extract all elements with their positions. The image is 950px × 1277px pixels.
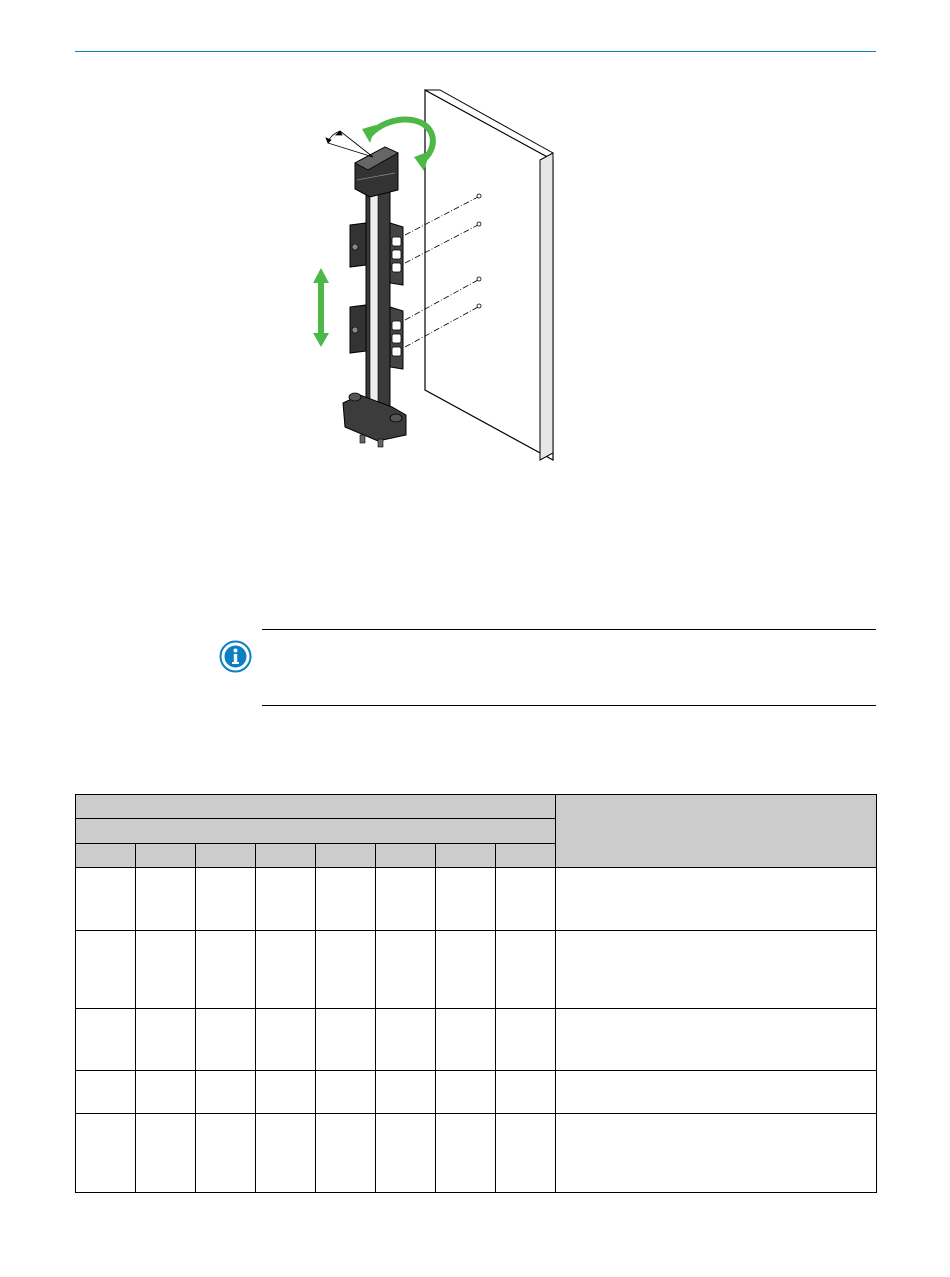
table-header-col-8 (496, 844, 556, 868)
table-cell-description (556, 1114, 877, 1193)
table-cell (316, 868, 376, 931)
table-cell (76, 1071, 136, 1114)
table-cell (316, 1071, 376, 1114)
table-cell (376, 1114, 436, 1193)
table-cell (376, 1071, 436, 1114)
height-adjust-arrow (313, 268, 329, 347)
table-cell (436, 1071, 496, 1114)
table-row (76, 931, 877, 1009)
table-cell (196, 1071, 256, 1114)
table-cell (316, 931, 376, 1009)
table-cell (496, 868, 556, 931)
table-cell (496, 1071, 556, 1114)
table-cell (256, 1009, 316, 1071)
mounting-illustration (300, 85, 570, 465)
table-cell-description (556, 1071, 877, 1114)
note-bottom-rule (262, 705, 876, 706)
table-cell-description (556, 1009, 877, 1071)
table-header-col-7 (436, 844, 496, 868)
sensor-device (343, 147, 406, 447)
table-cell (256, 868, 316, 931)
table-cell (196, 868, 256, 931)
wall-panel (425, 90, 553, 460)
table-header-col-5 (316, 844, 376, 868)
table-header-col-4 (256, 844, 316, 868)
table-row (76, 1071, 877, 1114)
table-cell (76, 1009, 136, 1071)
table-header-col-3 (196, 844, 256, 868)
table-cell (376, 868, 436, 931)
table-cell-description (556, 868, 877, 931)
table-cell (136, 1114, 196, 1193)
table-cell-description (556, 931, 877, 1009)
table-header-subgroup (76, 819, 556, 844)
table-cell (316, 1009, 376, 1071)
table-cell (196, 931, 256, 1009)
table-cell (136, 931, 196, 1009)
table-header-description (556, 795, 877, 868)
table-cell (76, 868, 136, 931)
table-cell (256, 1071, 316, 1114)
table-header-col-1 (76, 844, 136, 868)
table-cell (496, 1009, 556, 1071)
table-cell (136, 868, 196, 931)
table-cell (196, 1009, 256, 1071)
table-cell (376, 931, 436, 1009)
table-cell (436, 931, 496, 1009)
info-icon (219, 640, 252, 673)
table-cell (436, 868, 496, 931)
table-cell (496, 931, 556, 1009)
table-cell (196, 1114, 256, 1193)
table-header-group (76, 795, 556, 819)
table-cell (136, 1009, 196, 1071)
table-cell (376, 1009, 436, 1071)
spec-table (75, 794, 877, 1193)
table-cell (256, 931, 316, 1009)
table-cell (316, 1114, 376, 1193)
table-cell (76, 931, 136, 1009)
note-top-rule (262, 629, 876, 630)
table-cell (496, 1114, 556, 1193)
header-rule (75, 51, 876, 52)
table-header-col-2 (136, 844, 196, 868)
table-row (76, 1009, 877, 1071)
table-cell (256, 1114, 316, 1193)
table-cell (76, 1114, 136, 1193)
table-cell (136, 1071, 196, 1114)
table-cell (436, 1114, 496, 1193)
table-row (76, 1114, 877, 1193)
table-header-col-6 (376, 844, 436, 868)
table-cell (436, 1009, 496, 1071)
table-row (76, 868, 877, 931)
